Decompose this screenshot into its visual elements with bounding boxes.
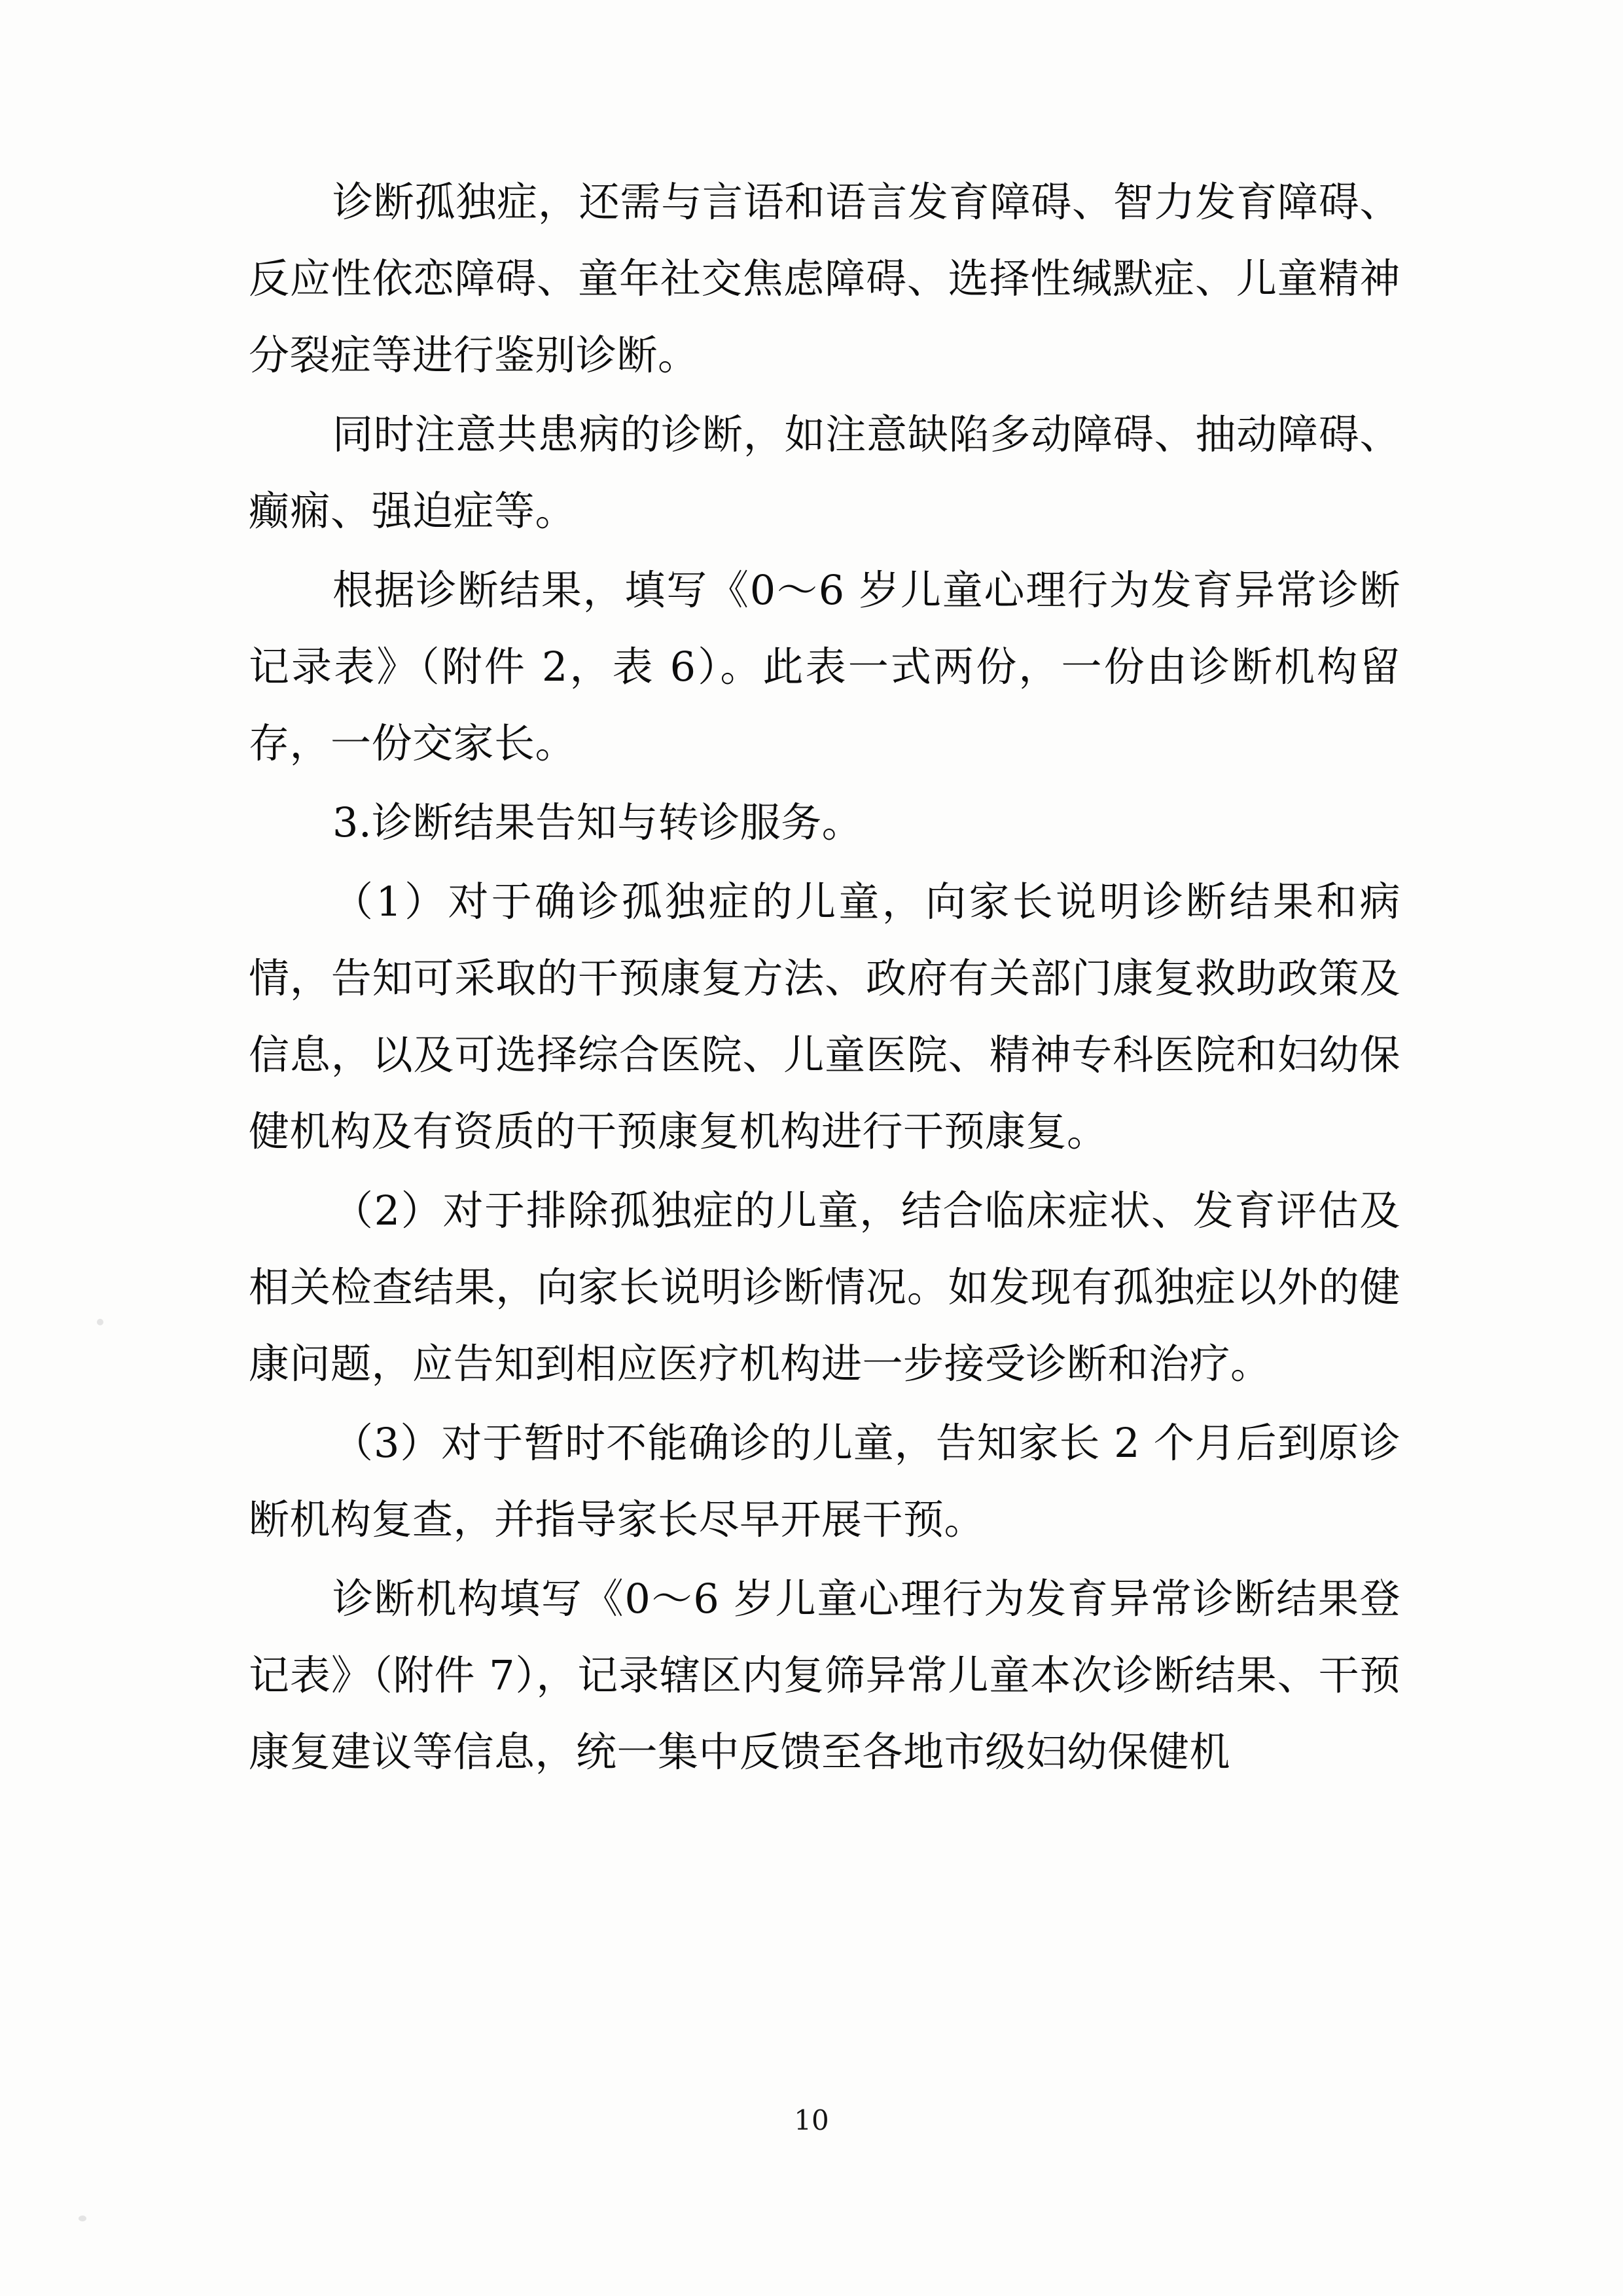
paper-speck — [97, 1319, 103, 1325]
page-number: 10 — [794, 2104, 829, 2136]
paragraph: 根据诊断结果，填写《0～6 岁儿童心理行为发育异常诊断记录表》（附件 2，表 6）。此表一式两份，一份由诊断机构留存，一份交家长。 — [249, 566, 1400, 767]
paper-speck — [79, 2215, 86, 2221]
paragraph: 同时注意共患病的诊断，如注意缺陷多动障碍、抽动障碍、癫痫、强迫症等。 — [249, 410, 1400, 535]
paragraph: （3）对于暂时不能确诊的儿童，告知家长 2 个月后到原诊断机构复查，并指导家长尽早开展干预。 — [249, 1419, 1400, 1543]
paragraph: （2）对于排除孤独症的儿童，结合临床症状、发育评估及相关检查结果，向家长说明诊断情况。如发现有孤独症以外的健康问题，应告知到相应医疗机构进一步接受诊断和治疗。 — [249, 1187, 1400, 1388]
paragraph: 诊断机构填写《0～6 岁儿童心理行为发育异常诊断结果登记表》（附件 7），记录辖区内复筛异常儿童本次诊断结果、干预康复建议等信息，统一集中反馈至各地市级妇幼保健机 — [249, 1575, 1400, 1776]
paragraph-heading-3: 3.诊断结果告知与转诊服务。 — [332, 798, 863, 846]
paragraph: 诊断孤独症，还需与言语和语言发育障碍、智力发育障碍、反应性依恋障碍、童年社交焦虑障碍、选择性缄默症、儿童精神分裂症等进行鉴别诊断。 — [249, 178, 1400, 379]
page-body — [249, 164, 1400, 1793]
paragraph: （1）对于确诊孤独症的儿童，向家长说明诊断结果和病情，告知可采取的干预康复方法、政府有关部门康复救助政策及信息，以及可选择综合医院、儿童医院、精神专科医院和妇幼保健机构及有资质的干预康复机构进行干预康复。 — [249, 878, 1400, 1155]
